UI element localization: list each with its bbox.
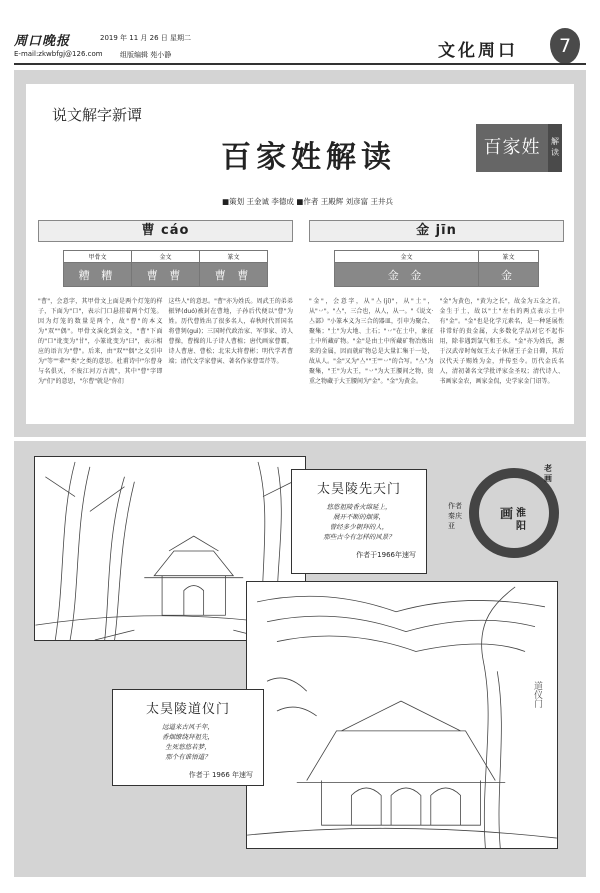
poem-line: 展开不断的烟雾， — [333, 513, 385, 521]
page-number: 7 — [550, 28, 580, 64]
sketch-daoyi-gate — [246, 581, 558, 849]
series-title: 说文解字新谭 — [52, 106, 143, 124]
credits: ■策划 王金诚 李德成 ■作者 王殿辉 刘彦富 王井兵 — [222, 197, 393, 206]
editor-credit: 组版编辑 苑小静 — [120, 51, 172, 59]
poem-daoyi-gate — [112, 689, 264, 786]
script-label: 金文 — [132, 251, 200, 263]
poem-line: 曾经多少朝拜的人， — [329, 523, 389, 531]
script-table-jin — [334, 250, 539, 287]
body-text-jin — [309, 297, 564, 387]
script-label: 篆文 — [200, 251, 268, 263]
poem-xiantian-gate — [291, 469, 427, 574]
poem-line: 那些古今有怎样的风景？ — [323, 533, 395, 541]
poem-signature: 作者于1966年速写 — [356, 551, 416, 559]
paragraph: "金"为黄色，"黄为之长"，故金为五金之首。金生于土，故以"土"左右的两点表示土中有"金"。"金"也是化学元素名，是一种延展性非常好的贵金属，大多数化学品对它不起作用，除非遇到氯气和王水。"金"亦为姓氏，源于汉武帝时匈奴王太子休屠王子金日磾，其后汉代天子赐姓为金，并传至今。历代金氏名人，清初著名文学批评家金圣叹；清代诗人、书画家金农，画家金侃，史学家金门诏等。 — [439, 298, 564, 385]
poem-title: 太昊陵道仪门 — [145, 702, 230, 717]
script-label: 甲骨文 — [64, 251, 132, 263]
painter-label: 老画 — [544, 463, 552, 483]
painter-author: 作者 秦庆亚 — [448, 502, 462, 530]
script-glyph: 糟 糟 — [64, 263, 132, 287]
script-glyph: 曹 曹 — [132, 263, 200, 287]
heading-cao: 曹 cáo — [38, 220, 293, 242]
script-glyph: 金 金 — [335, 263, 479, 287]
sketch-panel — [14, 441, 586, 877]
email: E-mail:zkwbfgj@126.com — [14, 50, 103, 58]
script-table-cao — [63, 250, 268, 287]
masthead — [0, 0, 600, 68]
poem-signature: 作者于 1966 年速写 — [188, 771, 253, 779]
column-cao — [38, 220, 293, 420]
gate-drawing-2 — [247, 582, 557, 848]
date: 2019 年 11 月 26 日 星期二 — [100, 34, 191, 42]
script-label: 金文 — [335, 251, 479, 263]
paragraph: 这些人"的意思。"曹"亦为姓氏。周武王的弟弟振铎(duó)被封在曹地，子孙后代便以"曹"为姓。历代曹姓出了很多名人，春秋时代晋国名将曹刿(guì)；三国时代政治家、军事家、诗人曹操，曹操的儿子诗人曹植；唐代画家曹霸，诗人曹唐、曹松；北宋大将曹彬；明代学者曹端；清代文学家曹寅、著名作家曹雪芹等。 — [168, 298, 293, 365]
section-title: 文化周口 — [438, 41, 518, 61]
paragraph: "曹"，会意字，其甲骨文上面是两个灯笼的样子，下面为"口"，表示门口悬挂着两个灯笼。因为灯笼的数量是两个，故"曹"的本义为"双""偶"。甲骨文演化到金文，"曹"下面的"口"讹变为"甘"，小篆讹变为"曰"，表示相应的语言为"曹"。后来，由"双""偶"之义引申为"等""辈""类"之类的意思。杜甫诗中"尔曹身与名俱灭，不废江河万古流"，其中"曹"字即为"们"的意思，"尔曹"就是"你们 — [38, 298, 163, 385]
painter-badge — [444, 463, 564, 573]
script-glyph: 曹 曹 — [200, 263, 268, 287]
article-body — [26, 84, 574, 424]
body-text-cao — [38, 297, 293, 387]
script-label: 篆文 — [479, 251, 539, 263]
painter-title: 画 — [500, 507, 514, 522]
article-panel — [14, 70, 586, 437]
sketch-inscription: 道仪门 — [531, 681, 542, 709]
series-badge: 百家姓 — [476, 124, 548, 172]
painter-place: 淮阳 — [516, 508, 526, 532]
poem-line: 生死悠悠若梦， — [165, 743, 211, 751]
poem-line: 悠悠祖陵香火绵延上， — [326, 503, 392, 511]
newspaper-logo: 周口晚报 — [14, 34, 71, 49]
page-title: 百家姓解读 — [221, 140, 396, 175]
series-badge-sub: 解读 — [548, 124, 562, 172]
heading-jin: 金 jīn — [309, 220, 564, 242]
column-jin — [309, 220, 564, 420]
script-glyph: 金 — [479, 263, 539, 287]
poem-line: 香烟缭绕拜祖先， — [162, 733, 214, 741]
masthead-rule — [14, 63, 586, 65]
poem-line: 那个有谁悟道？ — [165, 753, 211, 761]
poem-title: 太昊陵先天门 — [316, 482, 401, 497]
paragraph: "金"，会意字，从"亼(jí)"，从"土"，从"丷"。"亼"，三合也，从人，从一。"《说文·亼部》"小篆本义为三合的器皿，引申为聚合、聚集；"土"为大地、土石；"丷"在土中，象征土中所藏矿物。"金"是由土中所藏矿物冶炼出来的金属，因而就矿物总是大量汇集于一处，故从人。"金"又为"亼""王""丷"的合写。"亼"为聚集，"王"为大王，"丷"为大王腰间之物，贵重之物藏于大王腰间为"金"。"金"为黄金。 — [309, 298, 434, 385]
poem-line: 远道来古风千年， — [162, 723, 214, 731]
